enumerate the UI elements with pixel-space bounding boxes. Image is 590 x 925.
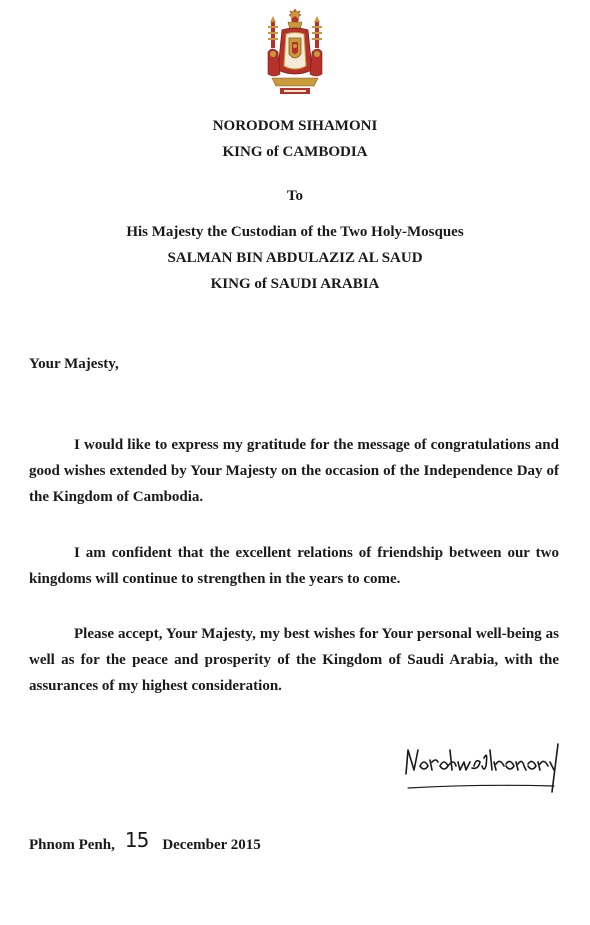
date-line — [29, 828, 261, 854]
recipient-name: SALMAN BIN ABDULAZIZ AL SAUD — [167, 250, 423, 266]
to-label: To — [286, 188, 304, 204]
royal-coat-of-arms-icon — [262, 8, 328, 98]
sender-name: NORODOM SIHAMONI — [212, 118, 378, 134]
month-year: December 2015 — [162, 837, 261, 853]
body-paragraph-2: I am confident that the excellent relations of friendship between our two kingdoms will continue to strengthen in the years to come. — [29, 545, 559, 587]
sender-title: KING of CAMBODIA — [222, 144, 368, 160]
body-paragraph-1: I would like to express my gratitude for the message of congratulations and good wishes extended by Your Majesty on the occasion of the Independence Day of the Kingdom of Cambodia. — [29, 437, 559, 505]
handwritten-day: 15 — [124, 828, 149, 852]
recipient-line-1: His Majesty the Custodian of the Two Holy-Mosques — [126, 224, 464, 240]
recipient-title: KING of SAUDI ARABIA — [210, 276, 380, 292]
body-paragraph-3: Please accept, Your Majesty, my best wishes for Your personal well-being as well as for the peace and prosperity of the Kingdom of Saudi Arabia, with the assurances of my highest consideration. — [29, 626, 559, 694]
salutation: Your Majesty, — [29, 356, 119, 372]
place: Phnom Penh, — [29, 837, 115, 853]
signature — [400, 736, 565, 796]
